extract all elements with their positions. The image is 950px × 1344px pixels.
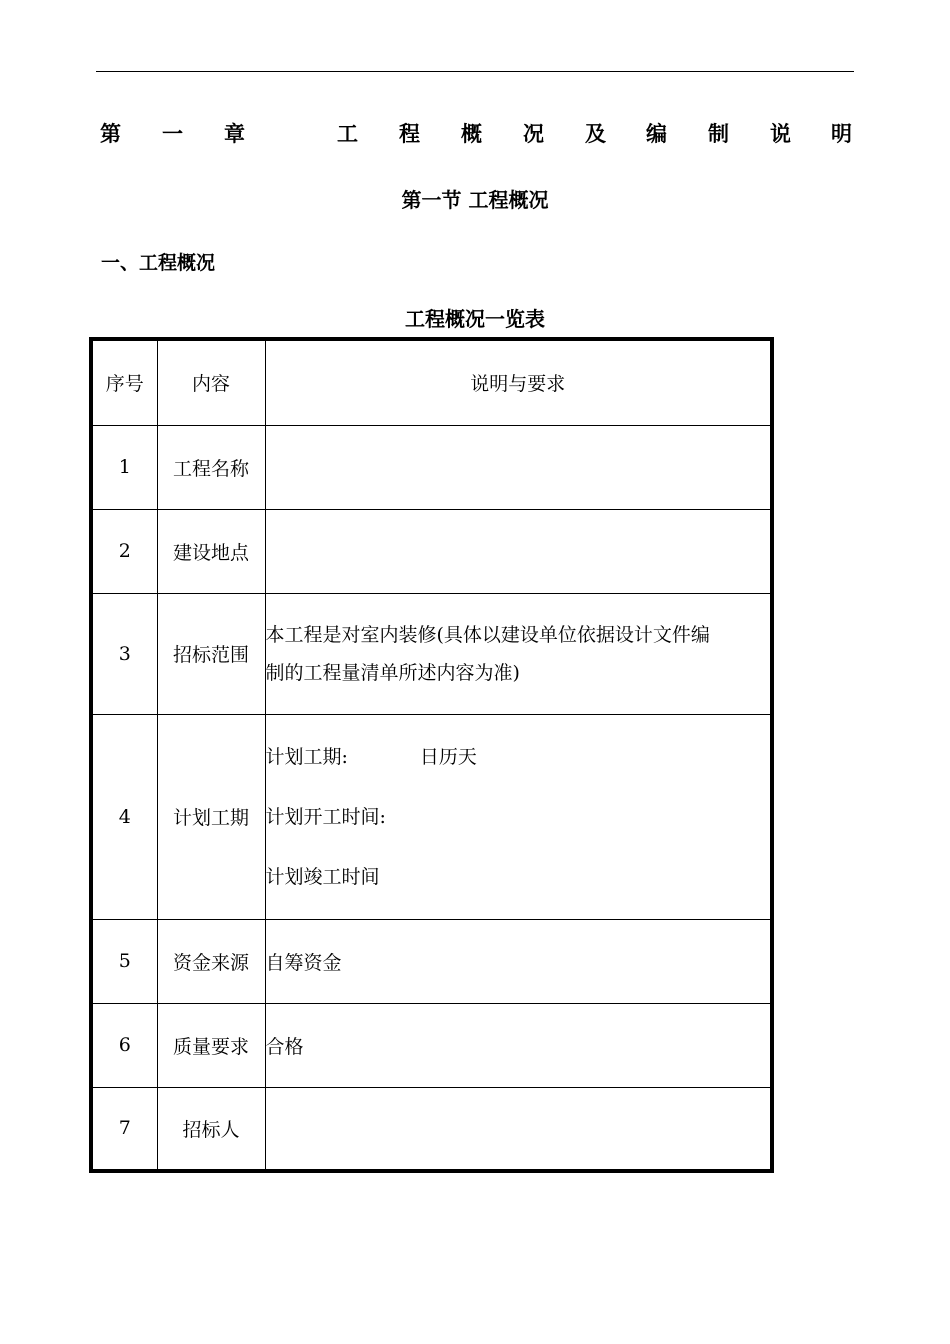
plan-duration-unit: 日历天 [419,745,477,768]
table-row [91,714,772,919]
table-row [91,425,772,509]
row-no: 3 [91,593,157,714]
scope-line: 本工程是对室内装修(具体以建设单位依据设计文件编 [265,623,710,646]
table-row [91,593,772,714]
chapter-title-char: 概 [461,122,482,146]
chapter-title-char: 编 [646,122,667,146]
table-row [91,509,772,593]
plan-end-line: 计划竣工时间 [265,865,380,888]
row-no: 7 [91,1087,157,1171]
header-desc: 说明与要求 [265,339,772,425]
overview-table [89,337,774,1173]
row-no: 2 [91,509,157,593]
plan-start-line: 计划开工时间: [265,805,386,828]
row-desc [265,425,772,509]
row-item: 招标人 [157,1087,265,1171]
row-no: 4 [91,714,157,919]
chapter-title-char: 一 [162,122,183,146]
header-no: 序号 [91,339,157,425]
chapter-title-char: 况 [523,122,544,146]
header-rule [96,71,854,72]
row-no: 5 [91,919,157,1003]
row-item: 计划工期 [157,714,265,919]
row-desc [265,1087,772,1171]
chapter-title-char: 及 [585,122,606,146]
chapter-title-char: 说 [770,122,791,146]
row-item: 质量要求 [157,1003,265,1087]
plan-duration-label: 计划工期: [265,745,348,768]
row-desc [265,714,772,919]
table-row [91,919,772,1003]
row-item: 建设地点 [157,509,265,593]
row-item: 资金来源 [157,919,265,1003]
row-desc: 合格 [265,1003,772,1087]
chapter-title [96,118,854,150]
subsection-title: 一、工程概况 [101,252,216,274]
row-item: 招标范围 [157,593,265,714]
row-no: 6 [91,1003,157,1087]
plan-duration-line [266,727,771,787]
table-row [91,1003,772,1087]
chapter-title-char: 明 [831,122,852,146]
chapter-title-char: 第 [100,122,121,146]
scope-line: 制的工程量清单所述内容为准) [265,661,520,684]
chapter-title-char: 程 [399,122,420,146]
section-title: 第一节 工程概况 [401,188,549,212]
chapter-title-char: 章 [224,122,245,146]
row-desc [265,593,772,714]
table-row [91,1087,772,1171]
row-item: 工程名称 [157,425,265,509]
row-desc [265,509,772,593]
table-caption: 工程概况一览表 [405,307,545,331]
table-header-row [91,339,772,425]
chapter-title-char: 工 [337,122,358,146]
row-desc: 自筹资金 [265,919,772,1003]
row-no: 1 [91,425,157,509]
header-item: 内容 [157,339,265,425]
chapter-title-char: 制 [708,122,729,146]
